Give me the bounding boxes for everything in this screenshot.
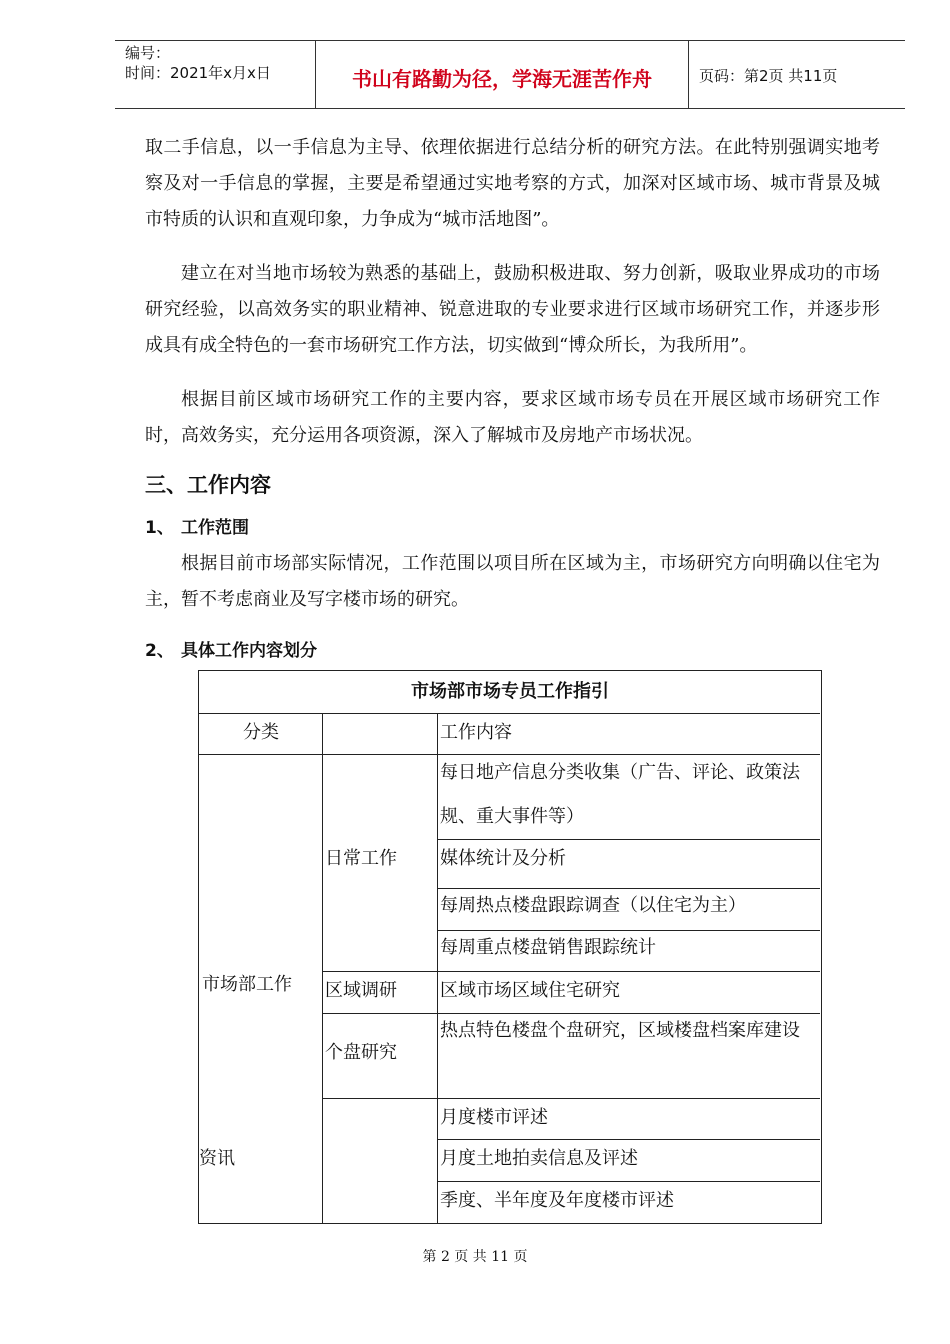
page-number: 页码：第2页 共11页 bbox=[699, 67, 838, 85]
section-heading: 三、工作内容 bbox=[145, 473, 271, 497]
serial-label: 编号： bbox=[125, 44, 171, 62]
table-cell: 热点特色楼盘个盘研究，区域楼盘档案库建设 bbox=[440, 1020, 800, 1041]
category-project: 个盘研究 bbox=[325, 1042, 397, 1063]
column-header-category: 分类 bbox=[243, 722, 279, 743]
paragraph-2: 建立在对当地市场较为熟悉的基础上，鼓励积极进取、努力创新，吸取业界成功的市场研究经验，以高效务实的职业精神、锐意进取的专业要求进行区域市场研究工作，并逐步形成具有成全特色的一套市场研究工作方法，切实做到“博众所长，为我所用”。 bbox=[145, 263, 880, 356]
page-header bbox=[115, 40, 905, 109]
subheading-2 bbox=[145, 636, 317, 661]
table-rule bbox=[322, 713, 323, 1223]
subheading-2-text: 具体工作内容划分 bbox=[181, 641, 317, 661]
table-cell: 媒体统计及分析 bbox=[440, 848, 566, 869]
category-region: 区域调研 bbox=[325, 980, 397, 1001]
work-guide-table bbox=[198, 670, 822, 1224]
header-motto-cell bbox=[315, 41, 689, 108]
subheading-1-number: 1、 bbox=[145, 518, 174, 538]
table-cell: 每周重点楼盘销售跟踪统计 bbox=[440, 937, 656, 958]
motto: 书山有路勤为径，学海无涯苦作舟 bbox=[352, 67, 652, 91]
category-daily: 日常工作 bbox=[325, 848, 397, 869]
paragraph-1: 取二手信息，以一手信息为主导、依理依据进行总结分析的研究方法。在此特别强调实地考察及对一手信息的掌握，主要是希望通过实地考察的方式，加深对区域市场、城市背景及城市特质的认识和直观印象，力争成为“城市活地图”。 bbox=[145, 137, 880, 230]
paragraph-3: 根据目前区域市场研究工作的主要内容，要求区域市场专员在开展区域市场研究工作时，高效务实，充分运用各项资源，深入了解城市及房地产市场状况。 bbox=[145, 389, 880, 446]
table-cell: 每周热点楼盘跟踪调查（以住宅为主） bbox=[440, 895, 746, 916]
table-cell: 区域市场区域住宅研究 bbox=[440, 980, 620, 1001]
table-cell: 季度、半年度及年度楼市评述 bbox=[440, 1190, 674, 1211]
subheading-1 bbox=[145, 513, 249, 538]
group-label: 市场部工作 bbox=[202, 974, 292, 995]
table-cell: 每日地产信息分类收集（广告、评论、政策法规、重大事件等） bbox=[440, 762, 800, 827]
paragraph-4: 根据目前市场部实际情况，工作范围以项目所在区域为主，市场研究方向明确以住宅为主，暂不考虑商业及写字楼市场的研究。 bbox=[145, 553, 880, 610]
category-news: 资讯 bbox=[199, 1148, 235, 1169]
date-label: 时间：2021年x月x日 bbox=[125, 64, 271, 82]
header-meta bbox=[115, 41, 315, 108]
header-page-cell bbox=[689, 41, 905, 108]
column-header-content: 工作内容 bbox=[440, 722, 512, 743]
table-cell: 月度土地拍卖信息及评述 bbox=[440, 1148, 638, 1169]
table-rule bbox=[322, 1098, 820, 1099]
subheading-1-text: 工作范围 bbox=[181, 518, 249, 538]
page-footer: 第 2 页 共 11 页 bbox=[422, 1249, 528, 1265]
table-title: 市场部市场专员工作指引 bbox=[411, 681, 609, 702]
subheading-2-number: 2、 bbox=[145, 641, 174, 661]
table-cell: 月度楼市评述 bbox=[440, 1107, 548, 1128]
table-rule bbox=[437, 713, 438, 1223]
